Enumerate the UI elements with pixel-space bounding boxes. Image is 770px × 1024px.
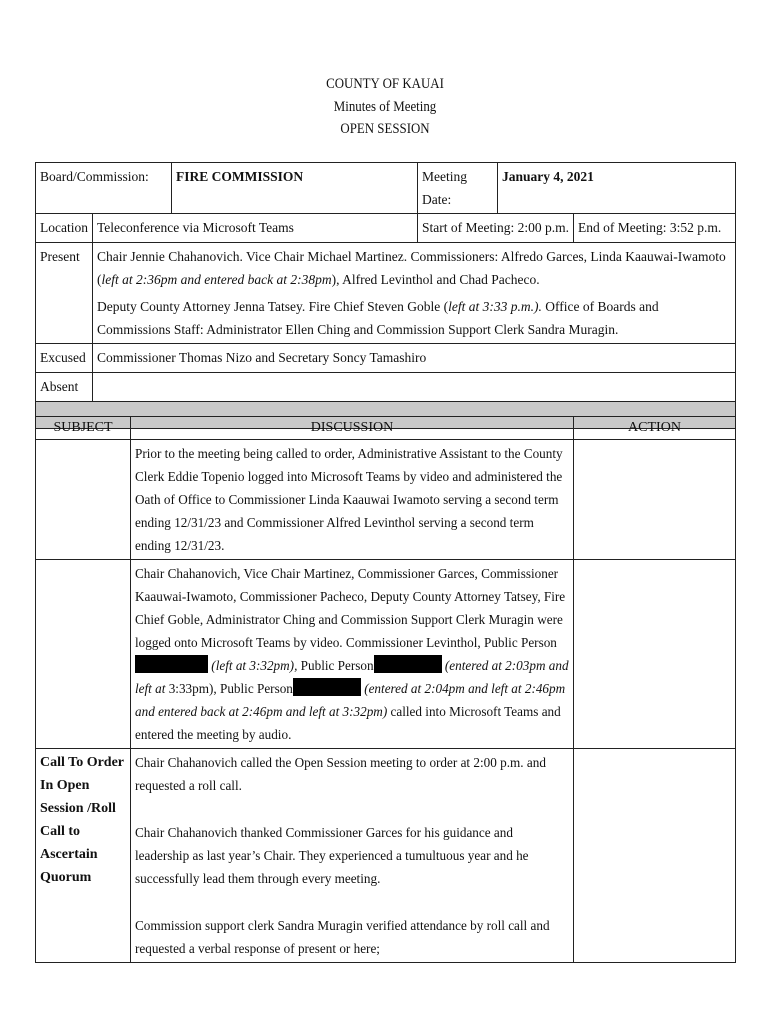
attendance-note: (entered at 2:03pm and left at — [135, 658, 569, 696]
board-label: Board/Commission: — [36, 163, 172, 214]
absent-label: Absent — [36, 373, 93, 402]
start-of-meeting: Start of Meeting: 2:00 p.m. — [418, 214, 574, 243]
redaction-block — [374, 655, 442, 673]
meeting-date-value: January 4, 2021 — [498, 163, 736, 214]
action-header: ACTION — [574, 417, 736, 440]
board-value: FIRE COMMISSION — [172, 163, 418, 214]
present-staff-note: left at 3:33 p.m.). — [448, 299, 542, 314]
redaction-block — [315, 678, 361, 696]
present-staff-text: Deputy County Attorney Jenna Tatsey. Fire Chief Steven Goble ( — [97, 299, 449, 314]
attendance-note: (left at 3:32pm), — [208, 658, 298, 673]
attendance-text: Public Person — [297, 658, 374, 673]
call-to-order-text: Chair Chahanovich called the Open Session meeting to order at 2:00 p.m. and requested a roll call. — [135, 755, 546, 793]
document-header — [0, 73, 770, 141]
document-title: Minutes of Meeting — [333, 98, 437, 115]
excused-value: Commissioner Thomas Nizo and Secretary Soncy Tamashiro — [93, 344, 736, 373]
present-label: Present — [36, 243, 93, 344]
end-of-meeting: End of Meeting: 3:52 p.m. — [574, 214, 736, 243]
county-title: COUNTY OF KAUAI — [326, 76, 444, 92]
present-value — [93, 243, 736, 344]
redaction-block — [293, 678, 315, 696]
present-staff-text-end: Office of Boards and Commissions Staff: Administrator Ellen Ching and Commission Support Clerk Sandra Muragin. — [97, 299, 659, 337]
redaction-block — [135, 655, 208, 673]
subject-cell — [36, 560, 131, 749]
location-label: Location — [36, 214, 93, 243]
discussion-header: DISCUSSION — [131, 417, 574, 440]
subject-header: SUBJECT — [36, 417, 131, 440]
location-value: Teleconference via Microsoft Teams — [93, 214, 418, 243]
roll-call-text: Commission support clerk Sandra Muragin verified attendance by roll call and requested a verbal response of present or here; — [135, 918, 550, 956]
discussion-cell — [131, 560, 574, 749]
action-cell — [574, 440, 736, 560]
absent-value — [93, 373, 736, 402]
attendance-note: (entered at 2:04pm and left at 2:46pm and entered back at 2:46pm and left at 3:32pm) — [135, 681, 566, 719]
attendance-text: 3:33pm), Public Person — [168, 681, 293, 696]
action-cell — [574, 749, 736, 963]
minutes-table — [35, 416, 736, 963]
discussion-cell — [131, 749, 574, 963]
action-cell — [574, 560, 736, 749]
chair-thanks-text: Chair Chahanovich thanked Commissioner Garces for his guidance and leadership as last year’s Chair. They experienced a tumultuous year and he successfully lead them through every meeting. — [135, 825, 529, 886]
attendance-text: called into Microsoft Teams and entered the meeting by audio. — [135, 704, 561, 742]
excused-label: Excused — [36, 344, 93, 373]
present-members-text: Chair Jennie Chahanovich. Vice Chair Michael Martinez. Commissioners: Alfredo Garces, Linda Kaauwai-Iwamoto ( — [97, 249, 726, 287]
table-row — [36, 440, 736, 560]
meeting-date-label: Meeting Date: — [418, 163, 498, 214]
present-members-note: left at 2:36pm and entered back at 2:38pm — [101, 272, 332, 287]
session-title: OPEN SESSION — [340, 121, 430, 137]
discussion-cell: Prior to the meeting being called to order, Administrative Assistant to the County Clerk Eddie Topenio logged into Microsoft Teams by video and administered the Oath of Office to Commissioner Linda Kaauwai Iwamoto serving a second term ending 12/31/23 and Commissioner Alfred Levinthol serving a second term ending 12/31/23. — [131, 440, 574, 560]
subject-cell — [36, 440, 131, 560]
attendance-text: Chair Chahanovich, Vice Chair Martinez, Commissioner Garces, Commissioner Kaauwai-Iwamoto, Commissioner Pacheco, Deputy County Attorney Tatsey, Fire Chief Goble, Administrator Ching and Commission Support Clerk Muragin were logged onto Microsoft Teams by video. Commissioner Levinthol, Public Person — [135, 566, 566, 650]
table-row — [36, 560, 736, 749]
subject-cell: Call To Order In Open Session /Roll Call to Ascertain Quorum — [36, 749, 131, 963]
meeting-info-table — [35, 162, 736, 429]
present-members-text-end: ), Alfred Levinthol and Chad Pacheco. — [331, 272, 540, 287]
table-row — [36, 749, 736, 963]
